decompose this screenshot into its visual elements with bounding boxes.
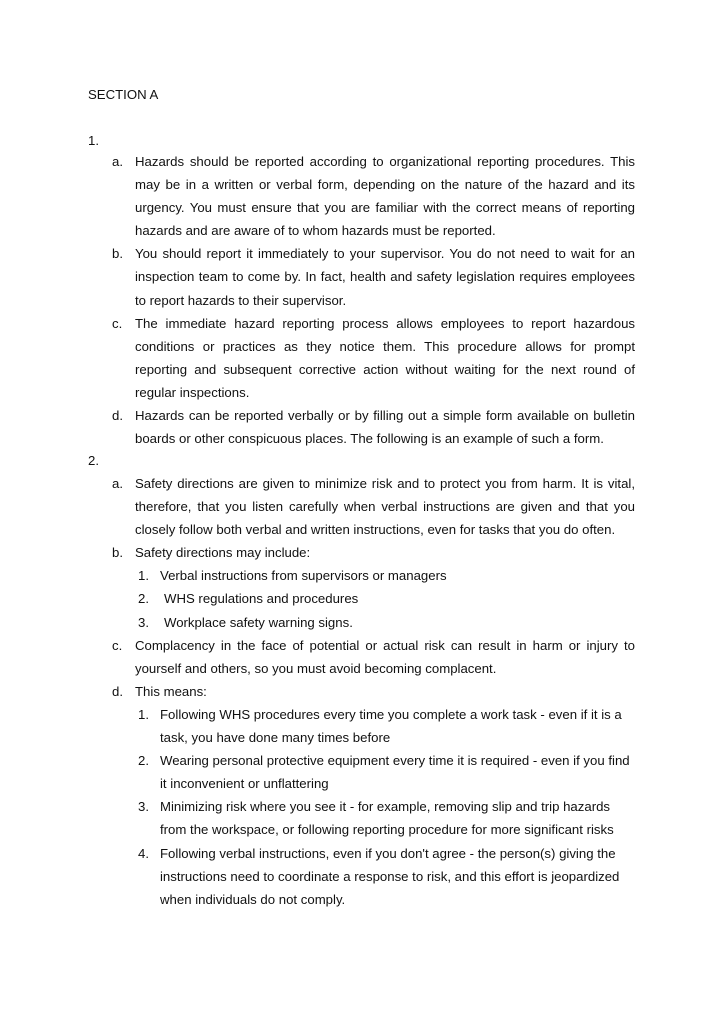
q2-d-subitem-3 xyxy=(0,795,635,841)
q1-item-a-text: Hazards should be reported according to organizational reporting procedures. This may be in a written or verbal form, depending on the nature of the hazard and its urgency. You must ensure that you are familiar with the correct means of reporting hazards and are aware of to whom hazards must be reported. xyxy=(135,154,635,239)
q2-item-d-text: This means: xyxy=(135,683,207,699)
q2-item-c xyxy=(0,634,635,680)
q2-d-subitem-3-text: Minimizing risk where you see it - for example, removing slip and trip hazards from the workspace, or following reporting procedure for more significant risks xyxy=(160,799,614,838)
q1-item-c xyxy=(0,312,635,404)
q2-item-a-marker: a. xyxy=(112,476,123,491)
q2-b-sublist xyxy=(135,564,635,633)
q1-item-d-text: Hazards can be reported verbally or by filling out a simple form available on bulletin boards or other conspicuous places. The following is an example of such a form. xyxy=(135,408,635,447)
q1-item-a xyxy=(0,150,635,242)
q1-item-c-text: The immediate hazard reporting process allows employees to report hazardous conditions or practices as they notice them. This procedure allows for prompt reporting and subsequent corrective action without waiting for the next round of regular inspections. xyxy=(135,315,635,400)
q1-item-a-marker: a. xyxy=(112,154,123,169)
q2-d-subitem-2-marker: 2. xyxy=(138,753,149,769)
q1-item-b-marker: b. xyxy=(112,246,123,262)
q1-item-c-marker: c. xyxy=(112,315,123,331)
q2-b-subitem-2-marker: 2. xyxy=(138,591,149,607)
q2-d-subitem-1-marker: 1. xyxy=(138,706,149,722)
section-title: SECTION A xyxy=(88,87,159,102)
q2-item-b-text: Safety directions may include: xyxy=(135,545,311,561)
q2-b-subitem-1-text: Verbal instructions from supervisors or managers xyxy=(160,568,447,584)
question-1-list xyxy=(0,150,714,450)
question-1-number: 1. xyxy=(88,133,99,148)
q2-d-subitem-1-text: Following WHS procedures every time you complete a work task - even if it is a task, you have done many times before xyxy=(160,706,622,746)
q2-b-subitem-1 xyxy=(0,564,635,587)
q1-item-b xyxy=(0,242,635,311)
question-2-number: 2. xyxy=(88,453,99,468)
question-2-list xyxy=(0,472,714,911)
q2-d-subitem-4 xyxy=(0,842,635,911)
q2-d-subitem-3-marker: 3. xyxy=(138,799,149,815)
q2-item-a xyxy=(0,472,635,541)
q2-d-subitem-4-marker: 4. xyxy=(138,845,149,861)
q2-d-sublist xyxy=(135,703,635,911)
q2-item-d-marker: d. xyxy=(112,683,123,699)
q2-b-subitem-3 xyxy=(0,611,635,634)
q1-item-d-marker: d. xyxy=(112,408,123,424)
q2-d-subitem-4-text: Following verbal instructions, even if you don't agree - the person(s) giving the instructions need to coordinate a response to risk, and this effort is jeopardized when individuals do not comply. xyxy=(160,845,620,907)
q2-d-subitem-1 xyxy=(0,703,635,749)
q1-item-b-text: You should report it immediately to your supervisor. You do not need to wait for an inspection team to come by. In fact, health and safety legislation requires employees to report hazards to their supervisor. xyxy=(135,246,635,308)
q2-item-c-marker: c. xyxy=(112,637,123,653)
q2-b-subitem-3-marker: 3. xyxy=(138,614,149,630)
q2-item-b xyxy=(0,541,635,633)
q2-b-subitem-1-marker: 1. xyxy=(138,568,149,584)
q2-d-subitem-2 xyxy=(0,749,635,795)
q2-b-subitem-3-text: Workplace safety warning signs. xyxy=(164,614,353,630)
q2-item-a-text: Safety directions are given to minimize risk and to protect you from harm. It is vital, therefore, that you listen carefully when verbal instructions are given and that you closely follow both verbal and written instructions, even for tasks that you do often. xyxy=(135,476,635,538)
q2-b-subitem-2-text: WHS regulations and procedures xyxy=(164,591,359,607)
q2-item-c-text: Complacency in the face of potential or actual risk can result in harm or injury to yourself and others, so you must avoid becoming complacent. xyxy=(135,637,635,676)
q2-b-subitem-2 xyxy=(0,587,635,610)
q1-item-d xyxy=(0,404,635,450)
q2-d-subitem-2-text: Wearing personal protective equipment every time it is required - even if you find it inconvenient or unflattering xyxy=(160,753,630,792)
q2-item-b-marker: b. xyxy=(112,545,123,561)
q2-item-d xyxy=(0,680,635,911)
